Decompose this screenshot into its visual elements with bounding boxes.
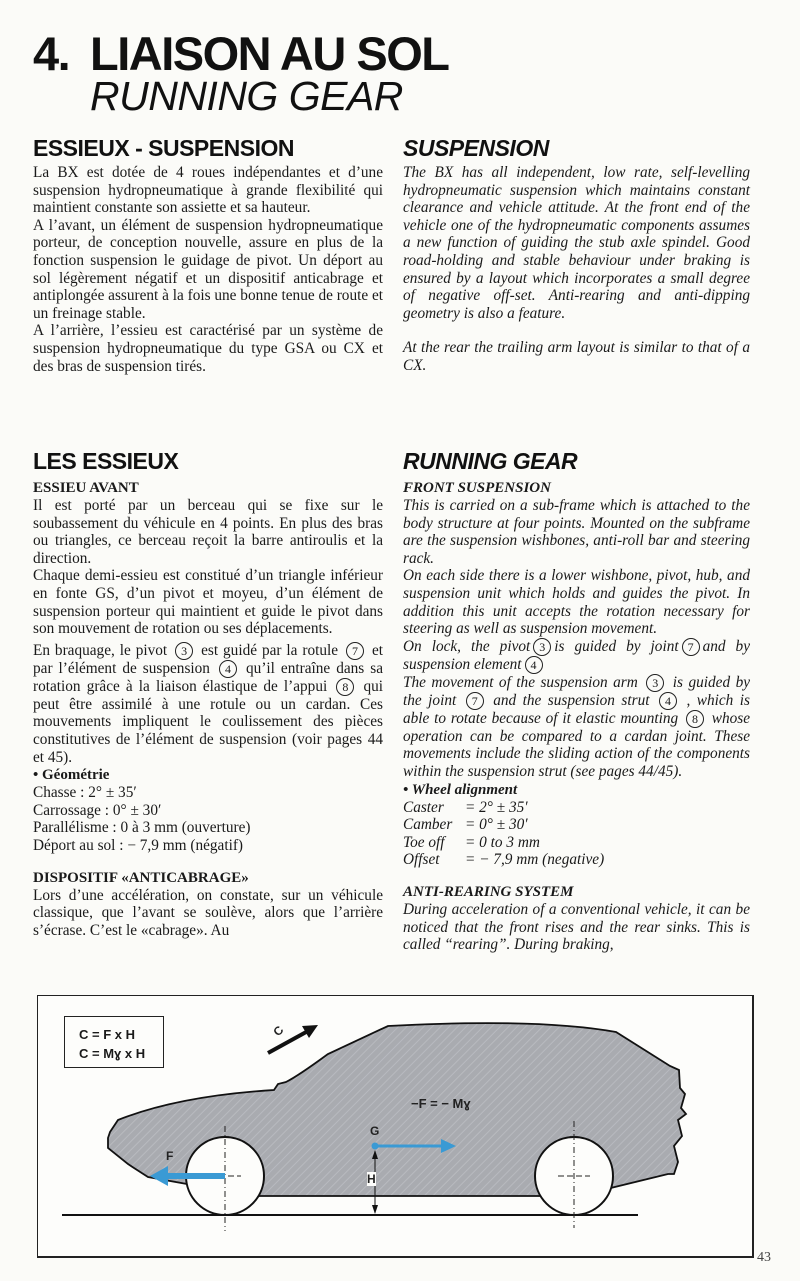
geometry-item: Chasse : 2° ± 35′ <box>33 784 137 802</box>
callout-8: 8 <box>686 710 704 728</box>
paragraph: A l’arrière, l’essieu est caractérisé par un système de suspension hydropneumatique du type GSA ou CX et des bras de suspension tirés. <box>33 322 383 375</box>
subheading-essieu-avant: ESSIEU AVANT <box>33 480 139 496</box>
alignment-heading: • Wheel alignment <box>403 781 518 798</box>
heading-running-gear: RUNNING GEAR <box>403 448 578 474</box>
torque-arrow <box>268 1031 308 1053</box>
callout-3: 3 <box>646 674 664 692</box>
alignment-value: = 0° ± 30′ <box>465 816 528 834</box>
alignment-value: = 2° ± 35′ <box>465 798 528 816</box>
callout-7: 7 <box>466 692 484 710</box>
paragraph: A l’avant, un élément de suspension hydropneumatique porteur, de conception nouvelle, assure en plus de la fonction suspension le guidage de pivot. Un déport au sol légèrement négatif et un dispositif anticabrage et antiplongée assurent à la fois une bonne tenue de route et un freinage stable. <box>33 216 384 322</box>
height-label: H <box>367 1172 376 1186</box>
callout-4: 4 <box>659 692 677 710</box>
car-diagram-svg <box>38 996 752 1256</box>
geometry-item: Carrossage : 0° ± 30′ <box>33 801 162 819</box>
heading-suspension: SUSPENSION <box>403 135 549 161</box>
alignment-value: = − 7,9 mm (negative) <box>465 851 605 869</box>
paragraph: This is carried on a sub-frame which is attached to the body structure at four points. Mounted on the subframe are the suspension wishbones, anti-roll bar and steering rack. <box>403 497 750 567</box>
steering-paragraph: En braquage, le pivot 3 est guidé par la rotule 7 et par l’élément de suspension 4 qu’il entraîne dans sa rotation grâce à la liaison élastique de l’appui 8 qui peut être assimilé à une rotule ou un cardan. Ces mouvements impliquent le coulissement des pièces constitutives de l’élément de suspension (voir pages 44 et 45). <box>33 641 384 766</box>
left-section2-body <box>33 479 383 939</box>
formula-1: C = F x H <box>79 1027 135 1042</box>
callout-4: 4 <box>525 656 543 674</box>
callout-3: 3 <box>533 638 551 656</box>
heading-essieux-suspension: ESSIEUX - SUSPENSION <box>33 135 294 161</box>
geometry-heading: • Géométrie <box>33 767 110 784</box>
callout-8: 8 <box>336 678 354 696</box>
alignment-list <box>403 799 750 869</box>
callout-7: 7 <box>346 642 364 660</box>
torque-label: C <box>270 1022 287 1040</box>
geometry-item: Déport au sol : − 7,9 mm (négatif) <box>33 836 244 854</box>
callout-3: 3 <box>175 642 193 660</box>
alignment-value: = 0 to 3 mm <box>465 833 540 851</box>
paragraph: Il est porté par un berceau qui se fixe sur le soubassement du véhicule en 4 points. En plus des bras ou triangles, ce berceau reçoit la barre antiroulis et la direction. <box>33 497 383 567</box>
force-label: F <box>166 1149 174 1163</box>
left-section1-body <box>33 164 383 375</box>
movement-paragraph: The movement of the suspension arm 3 is guided by the joint 7 and the suspension strut 4 , which is able to rotate because of it elastic mounting 8 whose operation can be compared to a cardan joint. These movements include the sliding action of the components within the suspension strut (see pages 44/45). <box>403 673 751 780</box>
chapter-number: 4. <box>33 27 70 80</box>
geometry-list <box>33 784 383 854</box>
page-number: 43 <box>757 1250 771 1265</box>
paragraph: At the rear the trailing arm layout is similar to that of a CX. <box>403 339 750 374</box>
alignment-label: Caster <box>403 798 444 816</box>
inertia-label: −F = − Mɣ <box>411 1096 471 1111</box>
callout-4: 4 <box>219 660 237 678</box>
cog-label: G <box>370 1124 380 1138</box>
paragraph: The BX has all independent, low rate, self-levelling hydropneumatic suspension which maintains constant clearance and vehicle attitude. At the front end of the vehicle one of the hydropneumatic components assumes a new function of guiding the stub axle spindel. Good road-holding and stable behaviour under braking is ensured by a layout which incorporates a small degree of negative off-set. Anti-rearing and anti-dipping geometry is also a feature. <box>403 164 750 322</box>
chapter-title-en: RUNNING GEAR <box>90 73 403 119</box>
alignment-label: Camber <box>403 816 453 834</box>
paragraph: During acceleration of a conventional vehicle, it can be noticed that the front rises and the rear sinks. This is called “rearing”. During braking, <box>403 900 750 954</box>
paragraph: Chaque demi-essieu est constitué d’un triangle inférieur en fonte GS, d’un pivot et moyeu, d’un élément de suspension porteur qui maintient et guide le pivot dans son mouvement de rotation ou ses déplacements. <box>33 567 383 638</box>
geometry-item: Parallélisme : 0 à 3 mm (ouverture) <box>33 819 251 837</box>
chapter-title <box>33 27 449 80</box>
heading-les-essieux: LES ESSIEUX <box>33 448 179 474</box>
alignment-label: Toe off <box>403 833 445 851</box>
callout-7: 7 <box>682 638 700 656</box>
alignment-label: Offset <box>403 851 440 869</box>
chapter-title-fr: LIAISON AU SOL <box>90 27 449 80</box>
anti-rearing-diagram <box>37 995 754 1258</box>
paragraph: Lors d’une accélération, on constate, sur un véhicule classique, que l’avant se soulève, alors que l’arrière s’écrase. C’est le «cabrage». Au <box>33 886 383 939</box>
right-section2-body <box>403 479 750 954</box>
paragraph: On each side there is a lower wishbone, pivot, hub, and suspension unit which holds and guides the pivot. In addition this unit accepts the rotation necessary for steering as well as suspension movement. <box>403 567 750 638</box>
right-section1-body <box>403 164 750 375</box>
anticabrage-heading: DISPOSITIF «ANTICABRAGE» <box>33 869 249 886</box>
formula-2: C = Mɣ x H <box>79 1046 146 1061</box>
lock-paragraph: On lock, the pivot 3 is guided by joint 7 and by suspension element 4 <box>403 637 750 673</box>
paragraph: La BX est dotée de 4 roues indépendantes et d’une suspension hydropneumatique à grande flexibilité qui maintient constante son assiette et sa hauteur. <box>33 164 383 217</box>
anti-rearing-heading: ANTI-REARING SYSTEM <box>403 883 574 900</box>
subheading-front-suspension: FRONT SUSPENSION <box>403 480 551 496</box>
